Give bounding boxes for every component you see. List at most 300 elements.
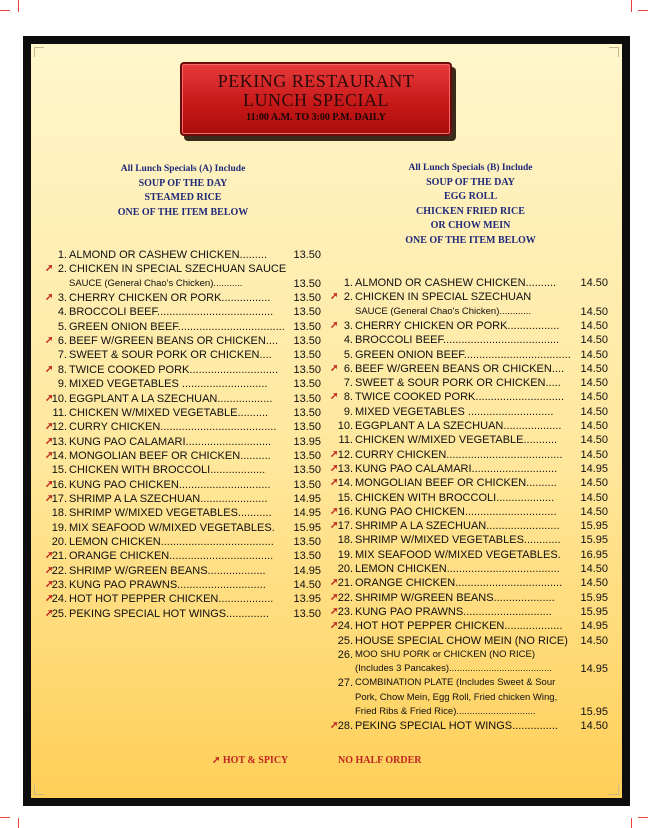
menu-row [45, 607, 321, 621]
menu-item-number: 18. [337, 534, 353, 547]
menu-item-price: 15.95 [580, 520, 608, 533]
menu-item-price: 13.50 [293, 349, 321, 362]
hot-pepper-icon: ➚ [45, 363, 54, 375]
dot-leader: ............................ [180, 579, 266, 592]
corner-ornament [609, 47, 619, 57]
menu-item-number: 15. [51, 464, 67, 477]
hot-pepper-icon: ➚ [212, 755, 221, 766]
crop-mark [638, 10, 648, 11]
dot-leader: ..................................... [160, 536, 274, 548]
menu-item-text [69, 492, 289, 506]
menu-item-number: 10. [51, 392, 67, 405]
menu-item-name: CHICKEN IN SPECIAL SZECHUAN [355, 291, 532, 304]
menu-item-price: 15.95 [580, 605, 608, 618]
menu-item-price: 14.50 [580, 448, 608, 461]
includes-b-line: EGG ROLL [443, 191, 498, 202]
menu-row [330, 419, 608, 433]
dot-leader: ..................................... [449, 448, 563, 461]
menu-item-price: 14.50 [580, 348, 608, 361]
includes-a-line: STEAMED RICE [144, 192, 222, 203]
menu-item-name: SWEET & SOUR PORK OR CHICKEN [69, 349, 260, 362]
dot-leader: ...................................... [451, 663, 552, 675]
menu-item-name: CHICKEN W/MIXED VEGETABLE [355, 434, 524, 447]
menu-row [330, 448, 608, 462]
crop-mark [638, 817, 648, 818]
menu-item-price: 13.50 [293, 249, 321, 261]
menu-item-price: 14.50 [580, 319, 608, 332]
menu-item-text [355, 562, 576, 576]
dot-leader: ..................................... [446, 563, 560, 575]
hot-pepper-icon: ➚ [45, 607, 54, 619]
dot-leader: ............................. [189, 363, 279, 376]
menu-item-name: MIXED VEGETABLES [69, 378, 179, 391]
menu-item-price: 13.50 [293, 292, 321, 305]
menu-item-name: CHICKEN WITH BROCCOLI [69, 464, 211, 477]
dot-leader: .................... [493, 591, 555, 604]
menu-item-text [69, 262, 321, 276]
menu-item-price: 13.95 [293, 593, 321, 606]
menu-item-number: 16. [51, 478, 67, 491]
menu-item-number: 13. [337, 462, 353, 475]
menu-item-text [355, 505, 576, 519]
menu-item-number: 25. [51, 607, 67, 620]
menu-list-a [45, 248, 321, 628]
hot-pepper-icon: ➚ [330, 291, 339, 303]
dot-leader: .............. [226, 607, 269, 620]
menu-item-name: SAUCE (General Chao's Chicken) [355, 305, 500, 317]
menu-list-b [330, 276, 608, 746]
crop-mark [0, 817, 10, 818]
dot-leader: .... [551, 362, 565, 375]
hot-pepper-icon: ➚ [45, 579, 54, 591]
menu-item-price: 14.50 [580, 634, 608, 647]
menu-item-text [355, 333, 576, 347]
menu-item-number: 4. [343, 334, 353, 347]
hot-pepper-icon: ➚ [330, 319, 339, 331]
includes-b-heading: All Lunch Specials (B) Include [408, 163, 533, 173]
hot-pepper-icon: ➚ [330, 448, 339, 460]
lunch-hours: 11:00 A.M. TO 3:00 P.M. DAILY [246, 112, 386, 123]
menu-item-name: KUNG PAO CALAMARI [69, 435, 186, 448]
hot-pepper-icon: ➚ [45, 492, 54, 504]
menu-item-price: 14.50 [580, 477, 608, 490]
dot-leader: ............ [523, 534, 561, 547]
hot-pepper-icon: ➚ [45, 292, 54, 304]
dot-leader: ................ [221, 292, 271, 305]
menu-row [45, 506, 321, 520]
menu-item-price: 14.50 [580, 420, 608, 432]
hot-pepper-icon: ➚ [330, 577, 339, 589]
menu-row [330, 390, 608, 404]
menu-item-name: PEKING SPECIAL HOT WINGS [69, 607, 227, 620]
menu-item-text [69, 377, 289, 391]
menu-row [330, 491, 608, 505]
menu-row [45, 248, 321, 262]
dot-leader: ............................ [178, 378, 268, 391]
dot-leader: ........... [237, 507, 272, 520]
menu-item-number: 13. [51, 435, 67, 448]
menu-item-name: ORANGE CHICKEN. [355, 577, 459, 590]
menu-item-price: 13.50 [293, 392, 321, 405]
menu-item-price: 14.50 [580, 377, 608, 390]
menu-row [45, 521, 321, 535]
dot-leader: ................... [496, 491, 555, 504]
menu-item-number: 7. [343, 377, 353, 390]
crop-mark [631, 0, 632, 12]
menu-item-price: 14.95 [293, 564, 321, 577]
menu-item-price: 14.50 [580, 405, 608, 418]
menu-item-text [355, 619, 576, 633]
menu-item-price: 13.50 [293, 378, 321, 391]
menu-row [45, 578, 321, 592]
dot-leader: .......... [237, 406, 269, 419]
menu-item-number: 16. [337, 505, 353, 518]
menu-item-name: (Includes 3 Pancakes). [355, 663, 452, 675]
menu-row [330, 433, 608, 447]
menu-item-number: 12. [51, 421, 67, 434]
menu-row [45, 592, 321, 606]
hot-pepper-icon: ➚ [45, 435, 54, 447]
menu-item-name: GREEN ONION BEEF [355, 348, 464, 361]
menu-item-number: 12. [337, 448, 353, 461]
menu-item-text [69, 406, 289, 420]
menu-item-number: 17. [51, 492, 67, 505]
menu-item-price: 13.50 [293, 363, 321, 376]
menu-item-name: KUNG PAO CHICKEN [355, 505, 465, 518]
dot-leader: .................. [210, 464, 266, 477]
menu-item-name: COMBINATION PLATE (Includes Sweet & Sour [355, 677, 556, 689]
menu-item-number: 24. [337, 620, 353, 633]
menu-item-price: 14.95 [580, 462, 608, 475]
menu-item-name: LEMON CHICKEN [355, 563, 447, 575]
menu-item-name: SHRIMP W/GREEN BEANS [355, 591, 494, 604]
menu-item-number: 2. [343, 291, 353, 304]
menu-item-number: 15. [337, 491, 353, 504]
menu-item-text [355, 290, 608, 304]
menu-item-number: 3. [343, 319, 353, 332]
menu-item-number: 21. [51, 550, 67, 563]
menu-item-name: BROCCOLI BEEF [69, 306, 158, 319]
menu-item-number: 26. [337, 648, 353, 661]
menu-item-text [355, 405, 576, 419]
menu-item-number: 18. [51, 507, 67, 520]
hot-pepper-icon: ➚ [330, 605, 339, 617]
menu-row [45, 377, 321, 391]
menu-item-number: 1. [57, 249, 67, 261]
menu-item-number: 28. [337, 720, 353, 733]
menu-item-text [69, 549, 289, 563]
menu-item-price: 14.50 [580, 305, 608, 318]
menu-item-text [355, 591, 576, 605]
menu-row [330, 462, 608, 476]
menu-row [330, 619, 608, 633]
legend-no-half: NO HALF ORDER [338, 755, 422, 766]
menu-item-price: 14.50 [580, 491, 608, 504]
menu-item-text [69, 277, 289, 291]
menu-item-price: 15.95 [580, 534, 608, 547]
menu-item-number: 19. [51, 521, 67, 534]
menu-item-price: 13.50 [293, 449, 321, 462]
hot-pepper-icon: ➚ [45, 478, 54, 490]
menu-item-text [69, 435, 289, 449]
hot-pepper-icon: ➚ [45, 550, 54, 562]
menu-item-text [355, 491, 576, 505]
menu-item-text [69, 578, 289, 592]
menu-item-price: 14.50 [580, 505, 608, 518]
menu-row [330, 576, 608, 590]
menu-item-text [355, 605, 576, 619]
menu-item-text [355, 305, 576, 319]
menu-row [330, 290, 608, 304]
menu-row [330, 476, 608, 490]
menu-item-name: MIXED VEGETABLES [355, 405, 465, 418]
hot-pepper-icon: ➚ [330, 620, 339, 632]
includes-b-line: OR CHOW MEIN [430, 220, 511, 231]
menu-row [45, 320, 321, 334]
menu-row [45, 449, 321, 463]
menu-row [330, 548, 608, 562]
menu-item-text [355, 576, 576, 590]
hot-pepper-icon: ➚ [330, 362, 339, 374]
menu-item-name: SWEET & SOUR PORK OR CHICKEN [355, 377, 546, 390]
menu-item-text [69, 305, 289, 319]
menu-item-name: SHRIMP W/MIXED VEGETABLES [69, 507, 238, 520]
menu-row [330, 362, 608, 376]
menu-row [330, 348, 608, 362]
includes-a-line: ONE OF THE ITEM BELOW [117, 206, 249, 218]
dot-leader: ................. [507, 319, 560, 332]
menu-item-name: SHRIMP A LA SZECHUAN [355, 520, 487, 533]
menu-item-name: HOUSE SPECIAL CHOW MEIN (NO RICE) [355, 634, 568, 647]
dot-leader: ...................................... [443, 334, 560, 347]
menu-item-text [69, 592, 289, 606]
hot-pepper-icon: ➚ [330, 477, 339, 489]
menu-item-name: TWICE COOKED PORK [69, 363, 190, 376]
menu-item-number: 3. [57, 292, 67, 305]
dot-leader: ................... [503, 420, 562, 432]
menu-row [45, 492, 321, 506]
menu-item-text [355, 433, 576, 447]
menu-item-text [355, 691, 608, 705]
menu-row [45, 348, 321, 362]
menu-item-name: SHRIMP W/GREEN BEANS [69, 564, 208, 577]
menu-item-price: 15.95 [580, 706, 608, 718]
menu-item-number: 27. [337, 677, 353, 690]
menu-item-name: KUNG PAO CHICKEN [69, 478, 179, 491]
menu-item-text [355, 376, 576, 390]
menu-item-price: 13.50 [293, 277, 321, 290]
dot-leader: .......... [526, 477, 557, 490]
menu-item-number: 11. [338, 434, 353, 447]
menu-item-name: BEEF W/GREEN BEANS OR CHICKEN [69, 335, 266, 348]
menu-row [45, 262, 321, 276]
menu-row [330, 505, 608, 519]
menu-row [330, 719, 608, 733]
menu-item-price: 13.50 [293, 335, 321, 348]
hot-pepper-icon: ➚ [45, 593, 54, 605]
menu-item-name: HOT HOT PEPPER CHICKEN [355, 620, 505, 633]
hot-pepper-icon: ➚ [45, 263, 54, 275]
title-banner [180, 62, 452, 136]
menu-item-price: 13.50 [293, 478, 321, 491]
menu-item-price: 14.50 [580, 391, 608, 404]
menu-item-price: 14.50 [580, 334, 608, 347]
menu-item-number: 5. [343, 348, 353, 361]
includes-a-heading: All Lunch Specials (A) Include [120, 164, 246, 174]
dot-leader: ......... [239, 249, 268, 261]
includes-a-line: SOUP OF THE DAY [138, 177, 228, 189]
menu-item-number: 9. [57, 378, 67, 391]
menu-item-number: 2. [57, 263, 67, 276]
menu-row [330, 519, 608, 533]
menu-row [45, 435, 321, 449]
menu-item-name: CHERRY CHICKEN OR PORK [69, 292, 222, 305]
menu-item-name: ORANGE CHICKEN. [69, 550, 173, 563]
menu-item-price: 15.95 [580, 591, 608, 604]
menu-item-text [69, 392, 289, 406]
menu-item-number: 23. [337, 605, 353, 618]
dot-leader: ........... [213, 277, 243, 289]
menu-item-text [355, 362, 576, 376]
dot-leader: ............................ [185, 435, 272, 448]
dot-leader: .... [265, 335, 279, 348]
menu-item-number: 4. [57, 306, 67, 319]
dot-leader: ........................ [486, 520, 560, 533]
menu-item-number: 14. [337, 477, 353, 490]
menu-row [330, 591, 608, 605]
menu-item-name: MIX SEAFOOD W/MIXED VEGETABLES. [69, 521, 275, 534]
dot-leader: .......... [525, 277, 557, 289]
menu-item-text [69, 320, 289, 334]
menu-item-name: EGGPLANT A LA SZECHUAN [69, 392, 218, 405]
menu-item-name: MIX SEAFOOD W/MIXED VEGETABLES. [355, 548, 561, 561]
menu-row [330, 605, 608, 619]
menu-row [330, 648, 608, 662]
menu-item-price: 16.95 [580, 548, 608, 561]
menu-row [45, 363, 321, 377]
corner-ornament [34, 47, 44, 57]
menu-item-price: 13.50 [293, 536, 321, 548]
menu-item-name: MOO SHU PORK or CHICKEN (NO RICE) [355, 648, 535, 660]
menu-item-text [355, 390, 576, 404]
menu-item-price: 14.50 [293, 579, 321, 592]
menu-item-text [355, 476, 576, 490]
menu-item-price: 13.50 [293, 464, 321, 477]
menu-item-number: 11. [52, 406, 67, 419]
dot-leader: ............ [499, 305, 532, 317]
menu-item-price: 14.50 [580, 434, 608, 447]
menu-item-text [355, 276, 576, 290]
menu-item-text [355, 448, 576, 462]
dot-leader: .................................. [458, 577, 563, 590]
crop-mark [18, 0, 19, 12]
menu-item-text [69, 348, 289, 362]
menu-item-text [69, 449, 289, 463]
menu-item-price: 14.95 [293, 492, 321, 505]
menu-row [45, 392, 321, 406]
menu-item-name: CHICKEN W/MIXED VEGETABLE [69, 406, 238, 419]
menu-item-number: 24. [51, 593, 67, 606]
menu-row [330, 533, 608, 547]
menu-item-text [355, 348, 576, 362]
hot-pepper-icon: ➚ [45, 392, 54, 404]
menu-row [330, 319, 608, 333]
menu-item-price: 13.50 [293, 607, 321, 620]
hot-pepper-icon: ➚ [330, 520, 339, 532]
dot-leader: ............................. [475, 391, 565, 404]
menu-item-number: 14. [51, 449, 67, 462]
menu-row [45, 535, 321, 549]
menu-row [330, 705, 608, 719]
dot-leader: ...................................... [157, 306, 274, 319]
dot-leader: .......... [240, 449, 271, 462]
menu-item-name: Pork, Chow Mein, Egg Roll, Fried chicken Wing, [355, 691, 558, 703]
menu-item-name: SHRIMP W/MIXED VEGETABLES [355, 534, 524, 547]
dot-leader: .................. [218, 593, 274, 606]
menu-item-text [69, 564, 289, 578]
dot-leader: ..... [545, 377, 561, 390]
menu-item-text [355, 719, 576, 733]
menu-item-text [355, 676, 608, 690]
legend-hot-label: HOT & SPICY [222, 755, 289, 766]
menu-item-name: CURRY CHICKEN. [355, 448, 450, 461]
menu-item-text [355, 548, 576, 562]
menu-item-name: PEKING SPECIAL HOT WINGS [355, 720, 513, 733]
menu-item-text [355, 519, 576, 533]
menu-item-number: 22. [337, 591, 353, 604]
includes-b-line: CHICKEN FRIED RICE [416, 205, 525, 217]
menu-item-price: 14.50 [580, 362, 608, 375]
crop-mark [0, 10, 10, 11]
menu-item-number: 20. [51, 536, 67, 548]
menu-row [330, 676, 608, 690]
menu-item-text [69, 291, 289, 305]
menu-item-name: MONGOLIAN BEEF OR CHICKEN [69, 449, 241, 462]
menu-item-text [355, 419, 576, 433]
menu-item-text [69, 463, 289, 477]
menu-item-name: SAUCE (General Chao's Chicken) [69, 277, 214, 289]
menu-item-number: 17. [337, 520, 353, 533]
dot-leader: ........... [523, 434, 558, 447]
dot-leader: ............................ [471, 462, 558, 475]
menu-item-name: KUNG PAO CALAMARI [355, 462, 472, 475]
menu-item-text [355, 319, 576, 333]
hot-pepper-icon: ➚ [45, 564, 54, 576]
menu-item-name: BEEF W/GREEN BEANS OR CHICKEN [355, 362, 552, 375]
menu-item-text [355, 705, 576, 719]
menu-item-name: CURRY CHICKEN [69, 421, 161, 434]
hot-pepper-icon: ➚ [330, 462, 339, 474]
menu-item-number: 1. [343, 277, 353, 289]
menu-row [330, 691, 608, 705]
hot-pepper-icon: ➚ [330, 720, 339, 732]
menu-item-number: 8. [57, 363, 67, 376]
menu-item-text [355, 662, 576, 676]
corner-ornament [609, 785, 619, 795]
menu-item-price: 13.50 [293, 306, 321, 319]
menu-row [45, 291, 321, 305]
menu-item-name: MONGOLIAN BEEF OR CHICKEN [355, 477, 527, 490]
menu-row [45, 334, 321, 348]
menu-item-price: 14.95 [580, 620, 608, 633]
menu-row [45, 305, 321, 319]
menu-item-number: 22. [51, 564, 67, 577]
menu-item-number: 5. [57, 320, 67, 333]
menu-row [45, 420, 321, 434]
includes-b-line: SOUP OF THE DAY [426, 176, 515, 188]
menu-item-price: 13.95 [293, 435, 321, 448]
menu-item-number: 19. [337, 548, 353, 561]
